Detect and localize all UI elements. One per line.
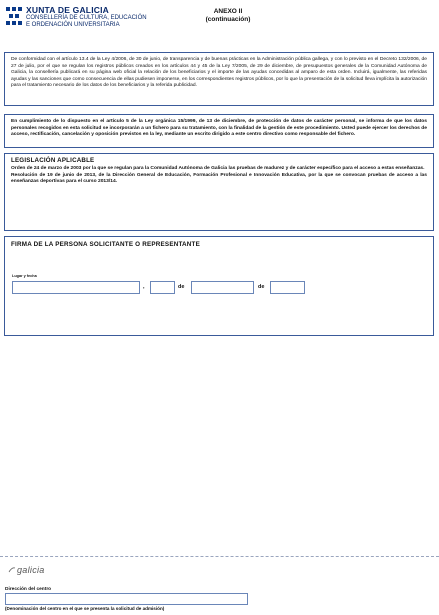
logo-text: XUNTA DE GALICIA <box>26 5 110 15</box>
day-field[interactable] <box>150 281 175 294</box>
legislation-item-2: Resolución de 19 de junio de 2013, de la Dirección General de Educación, Formación Profesional e Innovación Educativa, por la que se convocan pruebas de acceso a las enseñanzas deportivas para el curso 2013/14. <box>11 172 427 185</box>
galicia-brand: galicia <box>17 565 45 575</box>
data-protection-notice <box>4 114 434 148</box>
month-field[interactable] <box>191 281 254 294</box>
cut-line <box>0 556 439 557</box>
place-date-label: Lugar y fecha <box>12 274 37 278</box>
annex-title-block <box>178 8 278 24</box>
transparency-text: De conformidad con el artículo 13.4 de la Ley 4/2006, de 30 de junio, de transparencia y de buenas prácticas en la Administración pública gallega, y con lo previsto en el Decreto 132/2006, de 27 de julio, por el que se regulan los registros públicos creados en los artículos 44 y 45 de la Ley 7/2005, de 29 de diciembre, de presupuestos generales de la Comunidad Autónoma de Galicia, la consellería publicará en su página web oficial la relación de los beneficiarios y el importe de las ayudas concedidas al amparo de esta orden. Incluirá, igualmente, las referidas ayudas y las sanciones que como consecuencia de ellas pudiesen imponerse, en los correspondientes registros públicos, por lo que la presentación de la solicitud lleva implícita la autorización para el tratamiento necesario de los datos de los beneficiarios y la referida publicidad. <box>11 57 427 89</box>
center-address-field[interactable] <box>5 593 248 605</box>
logo-subtitle-line-2: E ORDENACIÓN UNIVERSITARIA <box>26 21 120 28</box>
xunta-logo-icon <box>6 7 22 25</box>
legislation-heading: LEGISLACIÓN APLICABLE <box>11 157 95 164</box>
year-field[interactable] <box>270 281 305 294</box>
annex-title: ANEXO II <box>213 8 243 15</box>
center-address-label: Dirección del centro <box>5 587 52 592</box>
de-label-2: de <box>258 284 265 290</box>
galicia-mark-icon <box>8 566 16 574</box>
logo-subtitle <box>26 15 147 28</box>
place-field[interactable] <box>12 281 140 294</box>
legislation-item-1: Orden de 24 de marzo de 2003 por la que se regulan para la Comunidad Autónoma de Galicia las pruebas de madurez y de carácter específico para el acceso a estas enseñanzas. <box>11 166 425 171</box>
comma-separator: , <box>143 284 145 290</box>
center-note: (Denominación del centro en el que se presenta la solicitud de admisión) <box>5 606 165 611</box>
logo-subtitle-line-1: CONSELLERÍA DE CULTURA, EDUCACIÓN <box>26 15 147 21</box>
transparency-notice <box>4 52 434 106</box>
data-protection-text: En cumplimiento de lo dispuesto en el artículo 5 de la Ley orgánica 15/1999, de 13 de diciembre, de protección de datos de carácter personal, se informa de que los datos personales recogidos en esta solicitud se incorporarán a un fichero para su tratamiento, con la finalidad de la gestión de este procedimiento. Usted puede ejercer los derechos de acceso, rectificación, cancelación y oposición previstos en la ley, mediante un escrito dirigido a este centro directivo como responsable del fichero. <box>11 119 427 138</box>
annex-subtitle: (continuación) <box>205 16 251 23</box>
signature-heading: FIRMA DE LA PERSONA SOLICITANTE O REPRESENTANTE <box>11 241 200 248</box>
de-label-1: de <box>178 284 185 290</box>
legislation-section <box>4 153 434 231</box>
